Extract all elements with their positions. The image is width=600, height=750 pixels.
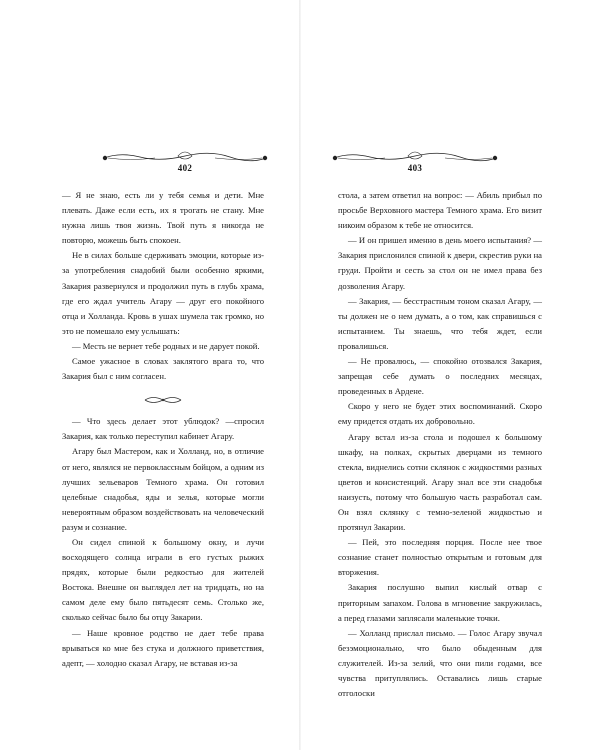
paragraph: — И он пришел именно в день моего испытания? — Закария прислонился спиной к двери, скрестив руки на груди. Пройти и сесть за стол он не имел права без дозволения Агару. bbox=[338, 235, 542, 291]
paragraph: Агару был Мастером, как и Холланд, но, в отличие от него, являлся не первоклассным бойцом, а одним из лучших зельеваров Темного храма. Он готовил целебные снадобья, яды и зелья, которые могли невероятным образом воздействовать на человеческий разум и сознание. bbox=[62, 446, 264, 532]
page-number-right: 403 bbox=[407, 163, 423, 173]
paragraph: стола, а затем ответил на вопрос: — Абиль прибыл по просьбе Верховного мастера Темного храма. Его визит никоим образом к тебе не относится. bbox=[338, 190, 542, 231]
paragraph: — Закария, — бесстрастным тоном сказал Агару, — ты должен не о нем думать, а о том, как справишься с испытанием. Ты знаешь, что тебя ждет, если провалишься. bbox=[338, 295, 542, 351]
paragraph: Скоро у него не будет этих воспоминаний. Скоро ему придется отдать их добровольно. bbox=[338, 401, 542, 427]
paragraph: — Не провалюсь, — спокойно отозвался Закария, запрещая себе думать о последних месяцах, проведенных в Ардене. bbox=[338, 356, 542, 397]
paragraph: — Месть не вернет тебе родных и не дарует покой. bbox=[72, 340, 260, 351]
paragraph: — Холланд прислал письмо. — Голос Агару звучал безэмоционально, что было обыденным для служителей. Из-за зелий, что они пили годами, все чувства притуплялись. Оставались лишь старые отголоски bbox=[338, 627, 542, 699]
paragraph: — Что здесь делает этот ублюдок? —спросил Закария, как только переступил кабинет Агару. bbox=[62, 416, 264, 442]
page-number-left: 402 bbox=[177, 163, 193, 173]
right-page-text bbox=[338, 188, 542, 701]
paragraph: — Наше кровное родство не дает тебе права врываться ко мне без стука и должного приветствия, адепт, — холодно сказал Агару, не вставая из-за bbox=[62, 627, 264, 668]
paragraph: Он сидел спиной к большому окну, и лучи восходящего солнца играли в его густых рыжих прядях, которые были редкостью для жителей Востока. Внешне он выглядел лет на тридцать, но на самом деле ему было пятьдесят семь. Столько же, сколько сейчас было бы отцу Закарии. bbox=[62, 536, 264, 623]
paragraph: Закария послушно выпил кислый отвар с приторным запахом. Голова в мгновение закружилась, а перед глазами заплясали маленькие точки. bbox=[338, 582, 542, 623]
paragraph: — Пей, это последняя порция. После нее твое сознание станет полностью открытым и готовым для вторжения. bbox=[338, 537, 542, 578]
header-flourish-icon bbox=[330, 148, 500, 164]
paragraph: — Я не знаю, есть ли у тебя семья и дети. Мне плевать. Даже если есть, их я трогать не стану. Мне нужна лишь твоя жизнь. Твой путь я никогда не повторю, можешь быть спокоен. bbox=[62, 190, 264, 246]
page-header-right bbox=[330, 148, 500, 176]
paragraph: Агару встал из-за стола и подошел к большому шкафу, на полках, скрытых дверцами из темного стекла, виднелись сотни склянок с жидкостями разных цветов и консистенций. Агару знал все эти снадобья наизусть, потому что большую часть разработал сам. Он взял склянку с темно-зеленой жидкостью и протянул Закарии. bbox=[338, 431, 542, 533]
paragraph: Не в силах больше сдерживать эмоции, которые из-за употребления снадобий были особенно яркими, Закария развернулся и продолжил путь в глубь храма, где его ждал учитель Агару — друг его покойного отца и Холланда. Кровь в ушах шумела так громко, но это не помешало ему услышать: bbox=[62, 250, 264, 336]
paragraph: Самое ужасное в словах заклятого врага то, что Закария был с ним согласен. bbox=[62, 356, 264, 382]
